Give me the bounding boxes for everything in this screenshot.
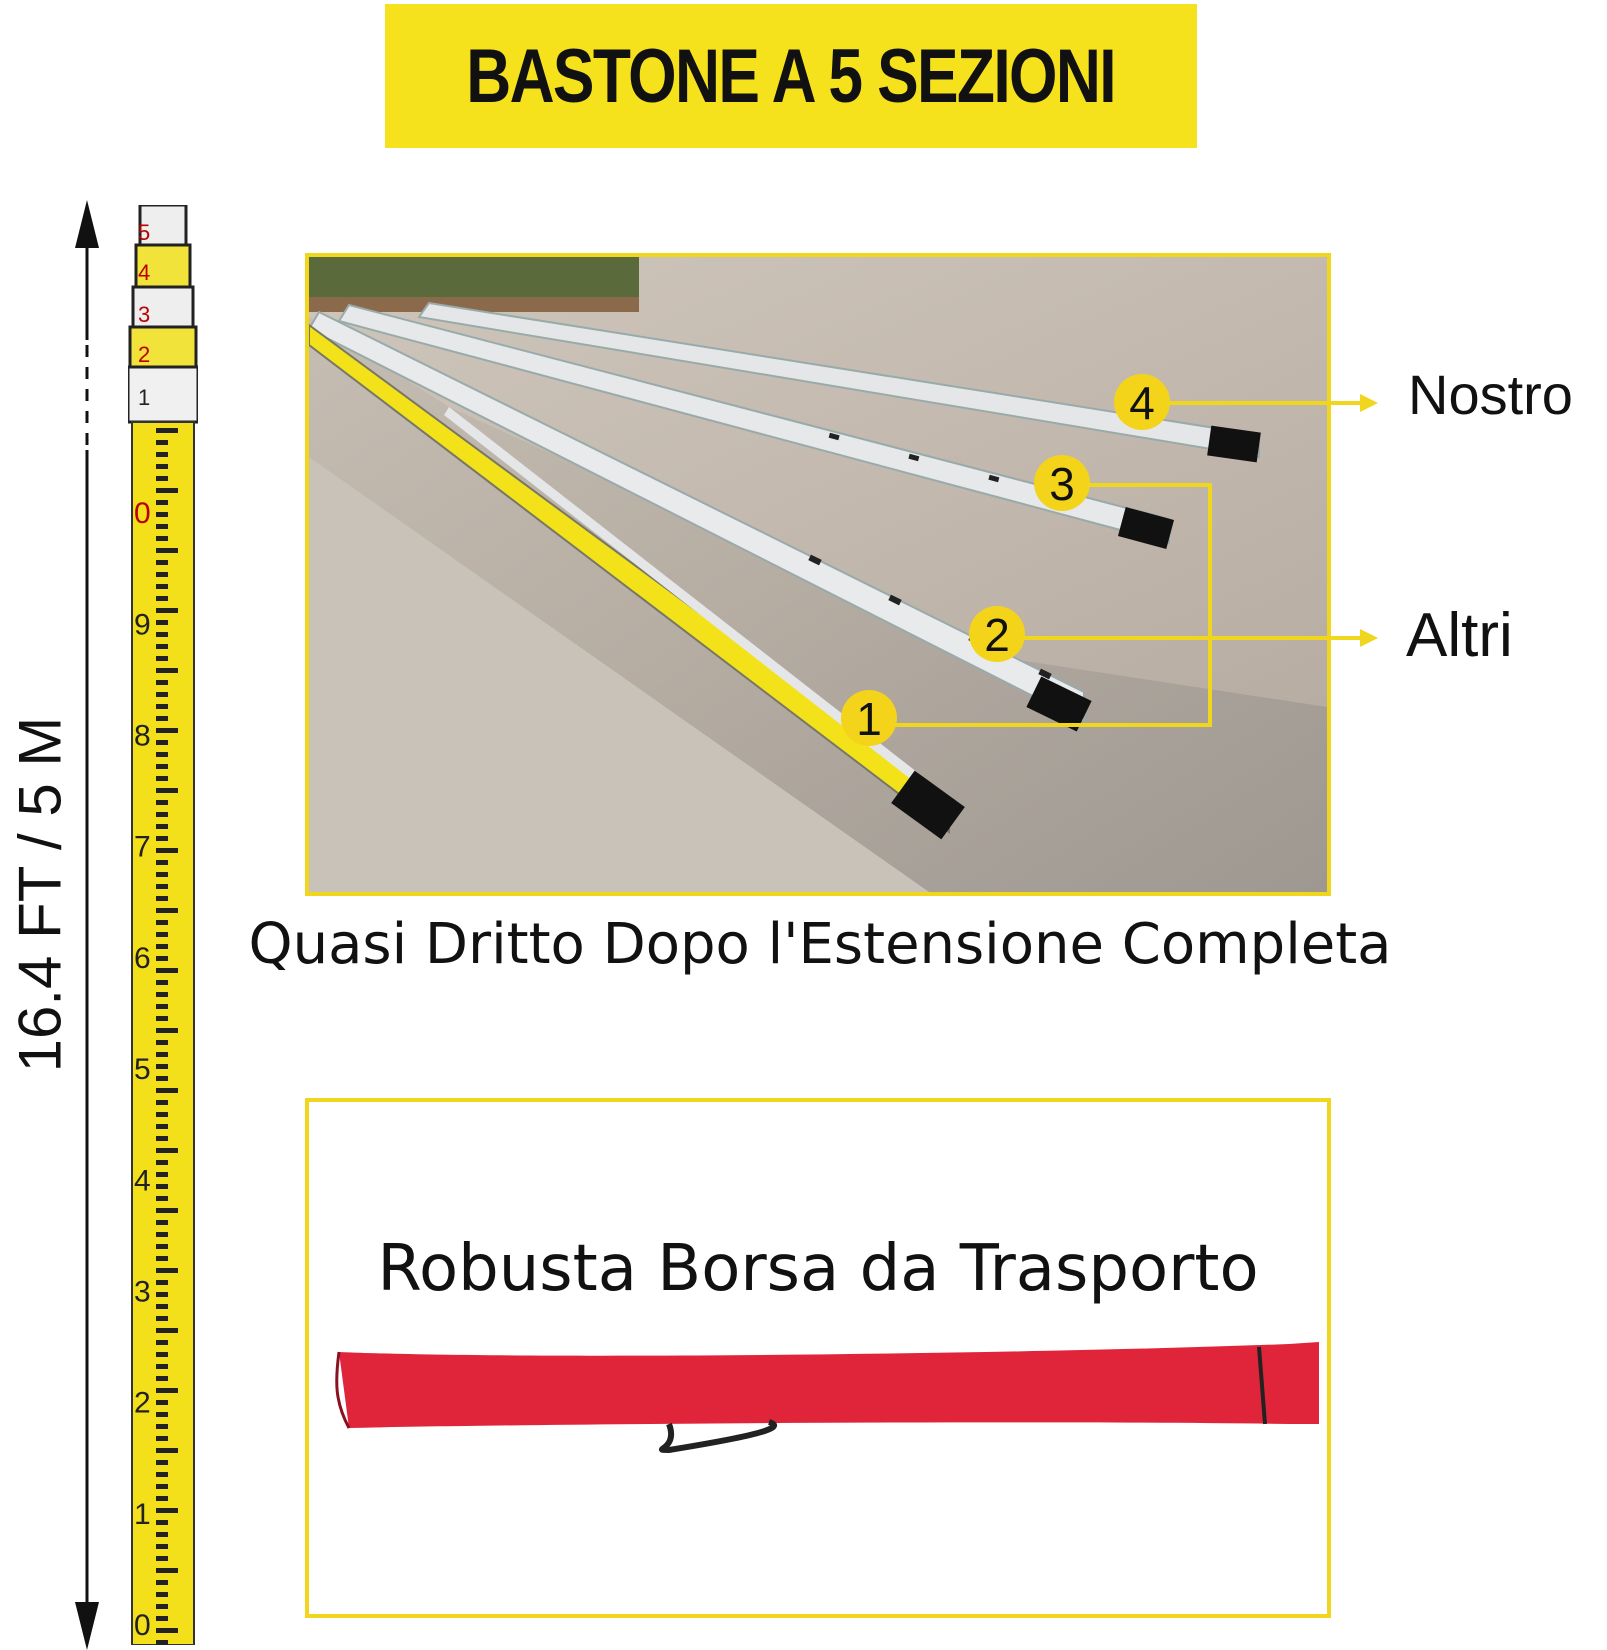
rod-digit: 3 — [134, 1275, 151, 1309]
carry-bag-panel — [305, 1098, 1331, 1618]
rod-tick — [156, 1076, 168, 1081]
rod-tick — [156, 1508, 178, 1513]
rod-digit: 2 — [134, 1386, 151, 1420]
rod-digit: 5 — [134, 1053, 151, 1087]
rod-tick — [156, 1124, 168, 1129]
rod-tick — [156, 1028, 178, 1033]
rod-tick — [156, 704, 168, 709]
rod-digit: 5 — [138, 220, 151, 245]
rod-tick — [156, 536, 168, 541]
rod-tick — [156, 776, 168, 781]
rod-tick — [156, 980, 168, 985]
rod-tick — [156, 500, 168, 505]
rod-digit: 0 — [134, 497, 151, 531]
rod-tick — [156, 932, 168, 937]
rod-tick — [156, 1220, 168, 1225]
rod-tick — [156, 1376, 168, 1381]
rod-tick — [156, 1304, 168, 1309]
leveling-rod-image — [128, 205, 198, 1645]
rod-tick — [156, 1424, 168, 1429]
label-others: Altri — [1406, 601, 1513, 670]
rods-comparison-photo — [305, 253, 1331, 896]
rod-tick — [156, 716, 168, 721]
rod-tick — [156, 1460, 168, 1465]
marker-3: 3 — [1049, 458, 1075, 510]
rod-tick — [156, 560, 168, 565]
rod-digit: 1 — [138, 385, 151, 410]
rod-tick — [156, 1232, 168, 1237]
rod-tick — [156, 632, 168, 637]
rod-tick — [156, 872, 168, 877]
page-title: BASTONE A 5 SEZIONI — [466, 33, 1116, 119]
rod-tick — [156, 1040, 168, 1045]
rod-tick — [156, 1100, 168, 1105]
rod-tick — [156, 488, 178, 493]
rod-tick — [156, 1136, 168, 1141]
rod-tick — [156, 896, 168, 901]
rod-tick — [156, 1184, 168, 1189]
rod-tick — [156, 1148, 178, 1153]
rod-tick — [156, 656, 168, 661]
rod-tick — [156, 1520, 168, 1525]
rod-tick — [156, 1256, 168, 1261]
rod-tick — [156, 884, 168, 889]
rod-tick — [156, 908, 178, 913]
rod-tick — [156, 620, 168, 625]
rod-tick — [156, 692, 168, 697]
rod-tick — [156, 1160, 168, 1165]
carry-bag-image — [329, 1332, 1319, 1532]
rod-digit: 8 — [134, 719, 151, 753]
rod-tick — [156, 548, 178, 553]
rod-tick — [156, 764, 168, 769]
rod-tick — [156, 1268, 178, 1273]
rod-tick — [156, 1400, 168, 1405]
rod-tick — [156, 920, 168, 925]
rod-digit: 2 — [138, 342, 151, 367]
rod-tick — [156, 524, 168, 529]
rod-tick — [156, 1244, 168, 1249]
rod-tick — [156, 464, 168, 469]
rod-tick — [156, 1364, 168, 1369]
marker-4: 4 — [1129, 377, 1155, 429]
rod-tick — [156, 572, 168, 577]
rod-tick — [156, 860, 168, 865]
rod-tick — [156, 1280, 168, 1285]
rod-tick — [156, 1472, 168, 1477]
rod-tick — [156, 1004, 168, 1009]
rod-tick — [156, 800, 168, 805]
rod-tick — [156, 476, 168, 481]
rod-tick — [156, 1436, 168, 1441]
rod-tick — [156, 1412, 168, 1417]
rod-tick — [156, 1052, 168, 1057]
rod-tick — [156, 1112, 168, 1117]
rod-tick — [156, 596, 168, 601]
rod-tick — [156, 1496, 168, 1501]
rod-tick — [156, 1196, 168, 1201]
label-ours: Nostro — [1408, 363, 1573, 426]
rod-tick — [156, 1568, 178, 1573]
marker-1: 1 — [856, 693, 882, 745]
rod-tick — [156, 812, 168, 817]
rod-tick — [156, 1292, 168, 1297]
rod-tick — [156, 1316, 168, 1321]
rod-digit: 7 — [134, 830, 151, 864]
rod-tick — [156, 680, 168, 685]
rod-tick — [156, 512, 168, 517]
rod-tick — [156, 584, 168, 589]
rod-tick — [156, 944, 168, 949]
rod-tick — [156, 452, 168, 457]
rod-tick — [156, 1064, 168, 1069]
rod-tick — [156, 1604, 168, 1609]
rod-tick — [156, 728, 178, 733]
rod-tick — [156, 1484, 168, 1489]
rod-digit: 6 — [134, 941, 151, 975]
rod-tick — [156, 1340, 168, 1345]
rod-digit: 9 — [134, 608, 151, 642]
rod-tick — [156, 1448, 178, 1453]
rod-tick — [156, 440, 168, 445]
rod-tick — [156, 1556, 168, 1561]
rod-tick — [156, 1352, 168, 1357]
photo-caption: Quasi Dritto Dopo l'Estensione Completa — [248, 912, 1392, 977]
rod-tick — [156, 1592, 168, 1597]
rod-digit: 0 — [134, 1609, 151, 1642]
rod-tick — [156, 1616, 168, 1621]
rod-tick — [156, 956, 168, 961]
rod-tick — [156, 1088, 178, 1093]
height-label: 16.4 FT / 5 M — [6, 716, 74, 1073]
rod-tick — [156, 740, 168, 745]
rod-tick — [156, 848, 178, 853]
rod-tick — [156, 1328, 178, 1333]
rod-digit: 3 — [138, 302, 151, 327]
rod-tick — [156, 1388, 178, 1393]
rod-tick — [156, 1544, 168, 1549]
rod-tick — [156, 644, 168, 649]
rod-digit: 1 — [134, 1497, 151, 1531]
rod-tick — [156, 836, 168, 841]
rod-digit: 4 — [138, 260, 151, 285]
rod-tick — [156, 608, 178, 613]
marker-2: 2 — [984, 609, 1010, 661]
rod-tick — [156, 788, 178, 793]
rod-tick — [156, 1016, 168, 1021]
rod-tick — [156, 1628, 178, 1633]
rod-tick — [156, 1172, 168, 1177]
rod-tick — [156, 668, 178, 673]
rod-tick — [156, 992, 168, 997]
bag-title: Robusta Borsa da Trasporto — [377, 1232, 1259, 1306]
rod-tick — [156, 824, 168, 829]
rod-tick — [156, 1580, 168, 1585]
rod-tick — [156, 968, 178, 973]
rod-digit: 4 — [134, 1164, 151, 1198]
title-banner — [385, 4, 1197, 148]
rod-tick — [156, 428, 178, 433]
rod-tick — [156, 752, 168, 757]
rod-tick — [156, 1532, 168, 1537]
rod-tick — [156, 1640, 168, 1645]
rod-tick — [156, 1208, 178, 1213]
height-dimension-arrow — [72, 200, 102, 1650]
